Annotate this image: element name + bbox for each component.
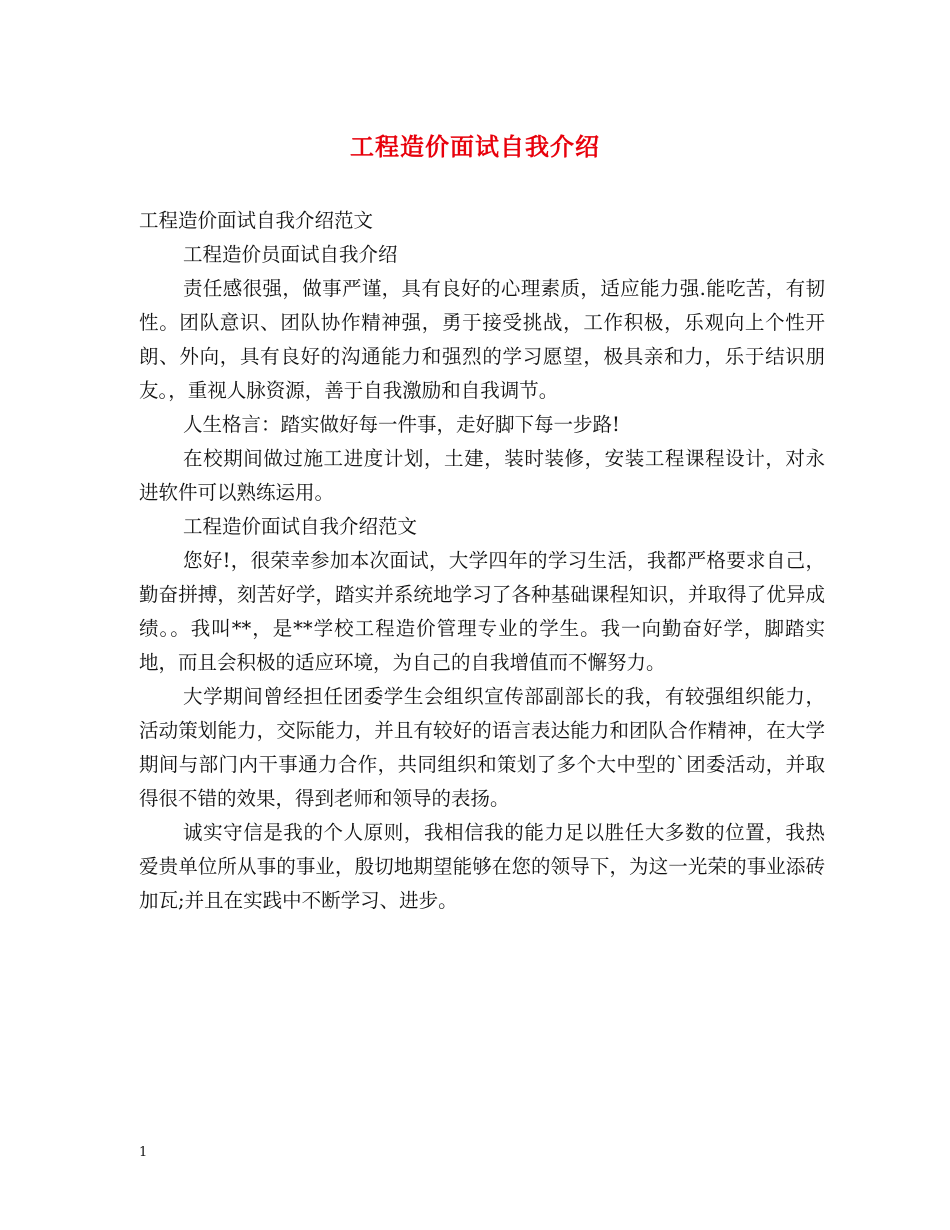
paragraph: 在校期间做过施工进度计划，土建，装时装修，安装工程课程设计，对永进软件可以熟练运用。	[139, 447, 825, 504]
paragraph: 责任感很强，做事严谨，具有良好的心理素质，适应能力强.能吃苦，有韧性。团队意识、团队协作精神强，勇于接受挑战，工作积极，乐观向上个性开朗、外向，具有良好的沟通能力和强烈的学习愿望，极具亲和力，乐于结识朋友。，重视人脉资源，善于自我激励和自我调节。	[139, 277, 825, 402]
paragraph-heading: 工程造价面试自我介绍范文	[139, 209, 374, 232]
paragraph-subheading: 工程造价面试自我介绍范文	[183, 515, 418, 538]
paragraph-subheading: 工程造价员面试自我介绍	[183, 243, 398, 266]
page-number: 1	[139, 1145, 148, 1160]
document-title: 工程造价面试自我介绍	[350, 132, 600, 161]
paragraph: 您好!，很荣幸参加本次面试，大学四年的学习生活，我都严格要求自己，勤奋拼搏，刻苦好学，踏实并系统地学习了各种基础课程知识，并取得了优异成绩。。我叫**，是**学校工程造价管理专业的学生。我一向勤奋好学，脚踏实地，而且会积极的适应环境，为自己的自我增值而不懈努力。	[139, 549, 825, 674]
document-body	[139, 204, 825, 918]
paragraph: 人生格言：踏实做好每一件事，走好脚下每一步路!	[183, 413, 620, 436]
paragraph: 大学期间曾经担任团委学生会组织宣传部副部长的我，有较强组织能力，活动策划能力，交际能力，并且有较好的语言表达能力和团队合作精神，在大学期间与部门内干事通力合作，共同组织和策划了多个大中型的`团委活动，并取得很不错的效果，得到老师和领导的表扬。	[139, 685, 825, 810]
paragraph: 诚实守信是我的个人原则，我相信我的能力足以胜任大多数的位置，我热爱贵单位所从事的事业，殷切地期望能够在您的领导下，为这一光荣的事业添砖加瓦;并且在实践中不断学习、进步。	[139, 821, 825, 912]
